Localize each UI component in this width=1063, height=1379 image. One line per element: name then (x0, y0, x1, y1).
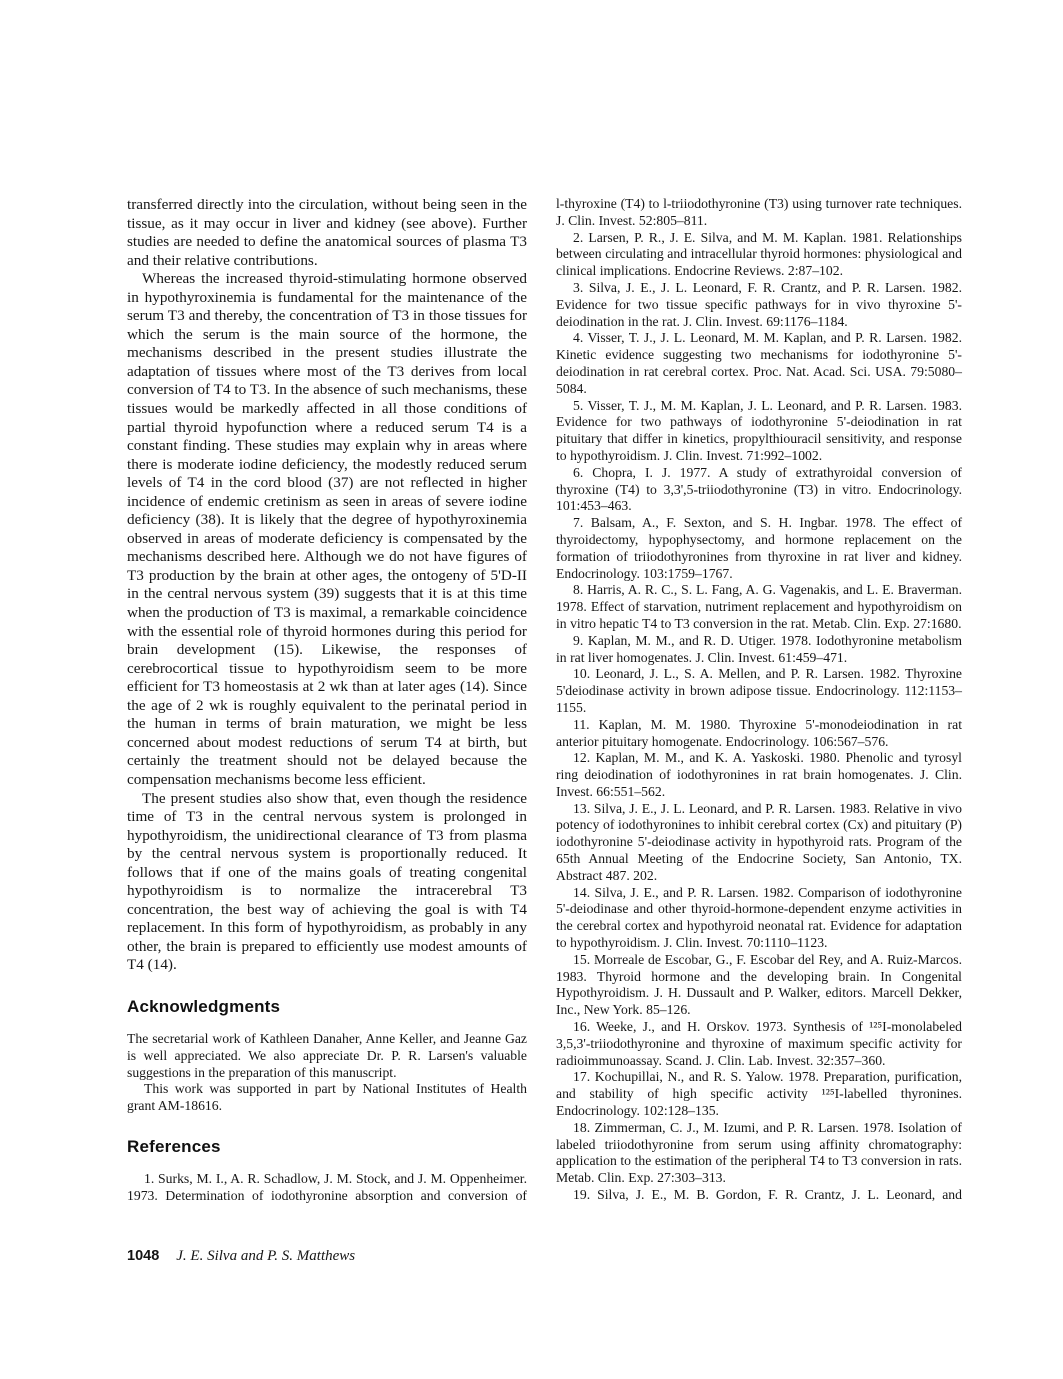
reference-item: 11. Kaplan, M. M. 1980. Thyroxine 5'-monodeiodination in rat anterior pituitary homogenate. Endocrinology. 106:567–576. (556, 716, 962, 749)
reference-item-continuation: l-thyroxine (T4) to l-triiodothyronine (T3) using turnover rate techniques. J. Clin. Invest. 52:805–811. (556, 196, 962, 228)
discussion-paragraph: transferred directly into the circulation, without being seen in the tissue, as it may occur in liver and kidney (see above). Further studies are needed to define the anatomical sources of plasma T3 and their relative contributions. (127, 196, 527, 269)
discussion-paragraph: Whereas the increased thyroid-stimulating hormone observed in hypothyroxinemia is fundamental for the maintenance of the serum T3 and thereby, the concentration of T3 in those tissues for which the serum is the main source of the hormone, the mechanisms described in the present studies illustrate the adaptation of tissues where most of the T3 derives from local conversion of T4 to T3. In the absence of such mechanisms, these tissues would be markedly affected in all those conditions of partial thyroid hypofunction where a reduced serum T4 is a constant finding. These studies may explain why in areas where there is moderate iodine deficiency, the modestly reduced serum levels of T4 in the cord blood (37) are not reflected in higher incidence of endemic cretinism as seen in areas of severe iodine deficiency (38). It is likely that the degree of hypothyroxinemia observed in areas of moderate deficiency is compensated by the mechanisms described here. Although we do not have figures of T3 production by the brain at other ages, the ontogeny of 5'D-II in the central nervous system (39) suggests that it is at this time when the production of T3 is maximal, a remarkable coincidence with the essential role of thyroid hormones during this period for brain development (15). Likewise, the responses of cerebrocortical tissue to hypothyroidism seem to be more efficient for T3 homeostasis at 2 wk than at later ages (14). Since the age of 2 wk is roughly equivalent to the perinatal period in the human in terms of brain maturation, we might be less concerned about modest reductions of serum T4 at birth, but certainly the treatment should not be delayed because the compensation mechanisms become less efficient. (127, 270, 527, 788)
acknowledgments-paragraph: This work was supported in part by National Institutes of Health grant AM-18616. (127, 1081, 527, 1114)
reference-item: 15. Morreale de Escobar, G., F. Escobar del Rey, and A. Ruiz-Marcos. 1983. Thyroid hormone and the developing brain. In Congenital Hypothyroidism. J. H. Dussault and P. Walker, editors. Marcell Dekker, Inc., New York. 85–126. (556, 951, 962, 1018)
reference-item: 1. Surks, M. I., A. R. Schadlow, J. M. Stock, and J. M. Oppenheimer. 1973. Determination of iodothyronine absorption and conversion of (127, 1170, 527, 1203)
reference-item: 4. Visser, T. J., J. L. Leonard, M. M. Kaplan, and P. R. Larsen. 1982. Kinetic evidence suggesting two mechanisms for iodothyronine 5'-deiodination in rat cerebral cortex. Proc. Nat. Acad. Sci. USA. 79:5080–5084. (556, 330, 962, 396)
references-heading: References (127, 1136, 221, 1156)
acknowledgments-paragraph: The secretarial work of Kathleen Danaher, Anne Keller, and Jeanne Gaz is well appreciated. We also appreciate Dr. P. R. Larsen's valuable suggestions in the preparation of this manuscript. (127, 1030, 527, 1080)
running-authors: J. E. Silva and P. S. Matthews (176, 1248, 356, 1264)
reference-item: 13. Silva, J. E., J. L. Leonard, and P. R. Larsen. 1983. Relative in vivo potency of iodothyronines to inhibit cerebral cortex (Cx) and pituitary (P) iodothyronine 5'-deiodinase activity in hypothyroid rats. Program of the 65th Annual Meeting of the Endocrine Society, San Antonio, TX. Abstract 487. 202. (556, 800, 962, 883)
reference-item: 9. Kaplan, M. M., and R. D. Utiger. 1978. Iodothyronine metabolism in rat liver homogenates. J. Clin. Invest. 61:459–471. (556, 632, 962, 665)
reference-item: 7. Balsam, A., F. Sexton, and S. H. Ingbar. 1978. The effect of thyroidectomy, hypophysectomy, and hormone replacement on the formation of triiodothyronines from thyroxine in rat liver and kidney. Endocrinology. 103:1759–1767. (556, 515, 962, 581)
discussion-paragraph: The present studies also show that, even though the residence time of T3 in the central nervous system is prolonged in hypothyroidism, the unidirectional clearance of T3 from plasma by the central nervous system is proportionally reduced. It follows that if one of the mains goals of treating congenital hypothyroidism is to normalize the intracerebral T3 concentration, the best way of achieving the goal is with T4 replacement. In this form of hypothyroidism, as probably in any other, the brain is prepared to efficiently use modest amounts of T4 (14). (127, 789, 527, 974)
left-column (127, 196, 527, 1205)
reference-item: 19. Silva, J. E., M. B. Gordon, F. R. Crantz, J. L. Leonard, and (573, 1187, 962, 1203)
page-footer (127, 1248, 355, 1265)
reference-item: 2. Larsen, P. R., J. E. Silva, and M. M. Kaplan. 1981. Relationships between circulating and intracellular thyroid hormones: physiological and clinical implications. Endocrine Reviews. 2:87–102. (556, 229, 962, 279)
reference-item: 6. Chopra, I. J. 1977. A study of extrathyroidal conversion of thyroxine (T4) to 3,3',5-triiodothyronine (T3) in vitro. Endocrinology. 101:453–463. (556, 464, 962, 514)
reference-item: 10. Leonard, J. L., S. A. Mellen, and P. R. Larsen. 1982. Thyroxine 5'deiodinase activity in brown adipose tissue. Endocrinology. 112:1153–1155. (556, 666, 962, 715)
reference-item: 17. Kochupillai, N., and R. S. Yalow. 1978. Preparation, purification, and stability of high specific activity ¹²⁵I-labelled thyronines. Endocrinology. 102:128–135. (556, 1069, 962, 1119)
reference-item: 3. Silva, J. E., J. L. Leonard, F. R. Crantz, and P. R. Larsen. 1982. Evidence for two tissue specific pathways for in vivo thyroxine 5'-deiodination in the rat. J. Clin. Invest. 69:1176–1184. (556, 279, 962, 329)
reference-item: 12. Kaplan, M. M., and K. A. Yaskoski. 1980. Phenolic and tyrosyl ring deiodination of iodothyronines in rat brain homogenates. J. Clin. Invest. 66:551–562. (556, 750, 962, 799)
page-number: 1048 (127, 1248, 160, 1264)
right-column (556, 196, 962, 1204)
reference-item: 5. Visser, T. J., M. M. Kaplan, J. L. Leonard, and P. R. Larsen. 1983. Evidence for two pathways of iodothyronine 5'-deiodination in rat pituitary that differ in kinetics, propylthiouracil sensitivity, and response to hypothyroidism. J. Clin. Invest. 71:992–1002. (556, 397, 962, 463)
reference-item: 8. Harris, A. R. C., S. L. Fang, A. G. Vagenakis, and L. E. Braverman. 1978. Effect of starvation, nutriment replacement and hypothyroidism on in vitro hepatic T4 to T3 conversion in the rat. Metab. Clin. Exp. 27:1680. (556, 582, 962, 631)
reference-item: 18. Zimmerman, C. J., M. Izumi, and P. R. Larsen. 1978. Isolation of labeled triiodothyronine from serum using affinity chromatography: application to the estimation of the peripheral T4 to T3 conversion in rats. Metab. Clin. Exp. 27:303–313. (556, 1119, 962, 1186)
reference-item: 14. Silva, J. E., and P. R. Larsen. 1982. Comparison of iodothyronine 5'-deiodinase and other thyroid-hormone-dependent enzyme activities in the cerebral cortex and hypothyroid neonatal rat. Evidence for adaptation to hypothyroidism. J. Clin. Invest. 70:1110–1123. (556, 884, 962, 951)
reference-item: 16. Weeke, J., and H. Orskov. 1973. Synthesis of ¹²⁵I-monolabeled 3,5,3'-triiodothyronine and thyroxine of maximum specific activity for radioimmunoassay. Scand. J. Clin. Lab. Invest. 32:357–360. (556, 1019, 962, 1068)
acknowledgments-heading: Acknowledgments (127, 996, 281, 1016)
